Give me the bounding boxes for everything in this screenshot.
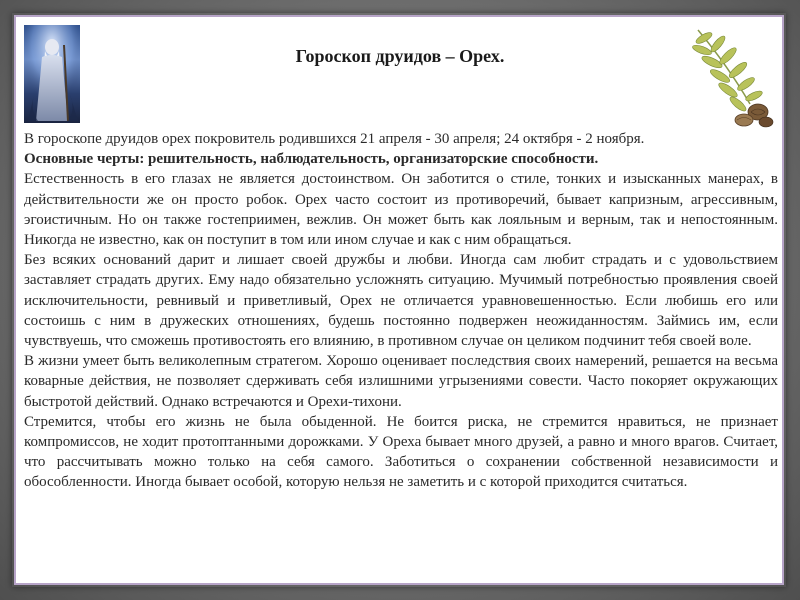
traits-label: Основные черты [24,151,140,168]
dates-paragraph: В гороскопе друидов орех покровитель родившихся 21 апреля - 30 апреля; 24 октября - 2 ноября. [24,131,645,147]
druid-figure-image [24,25,80,123]
page-title: Гороскоп друидов – Орех. [295,46,505,66]
traits-paragraph [24,149,778,169]
traits-text: : решительность, наблюдательность, организаторские способности. [139,151,599,168]
paragraph-1: Естественность в его глазах не является достоинством. Он заботится о стиле, тонких и изысканных манерах, в действительности же он просто робок. Орех часто состоит из противоречий, бывает капризным, агрессивным, эгоистичным. Но он также гостеприимен, вежлив. Он может быть как лояльным и верным, так и непостоянным. Никогда не известно, как он поступит в том или ином случае и как с ним обращаться. [24,171,778,249]
paragraph-4: Стремится, чтобы его жизнь не была обыденной. Не боится риска, не стремится нравиться, не признает компромиссов, не ходит протоптанными дорожками. У Ореха бывает много друзей, а равно и много врагов. Считает, что рассчитывать можно только на себя самого. Заботиться о сохранении собственной независимости и обособленности. Иногда бывает особой, которую нельзя не заметить и с которой приходится считаться. [24,413,778,491]
paragraph-2: Без всяких оснований дарит и лишает своей дружбы и любви. Иногда сам любит страдать и с удовольствием заставляет страдать других. Ему надо обязательно усложнять ситуацию. Мучимый потребностью проявления своей исключительности, ревнивый и приветливый, Орех не отличается уравновешенностью. Если любишь его или состоишь с ним в дружеских отношениях, будешь постоянно подвержен неожиданностям. Займись им, если чувствуешь, что сможешь противостоять его влиянию, в противном случае он целиком подчинит тебя своей воле. [24,252,778,350]
paragraph-3: В жизни умеет быть великолепным стратегом. Хорошо оценивает последствия своих намерений, решается на весьма коварные действия, не позволяет сдерживать себя излишними угрызениями совести. Часто покоряет окружающих быстротой действий. Однако встречаются и Орехи-тихони. [24,353,778,410]
horoscope-text [24,129,778,493]
walnut-branch-image [688,26,776,130]
